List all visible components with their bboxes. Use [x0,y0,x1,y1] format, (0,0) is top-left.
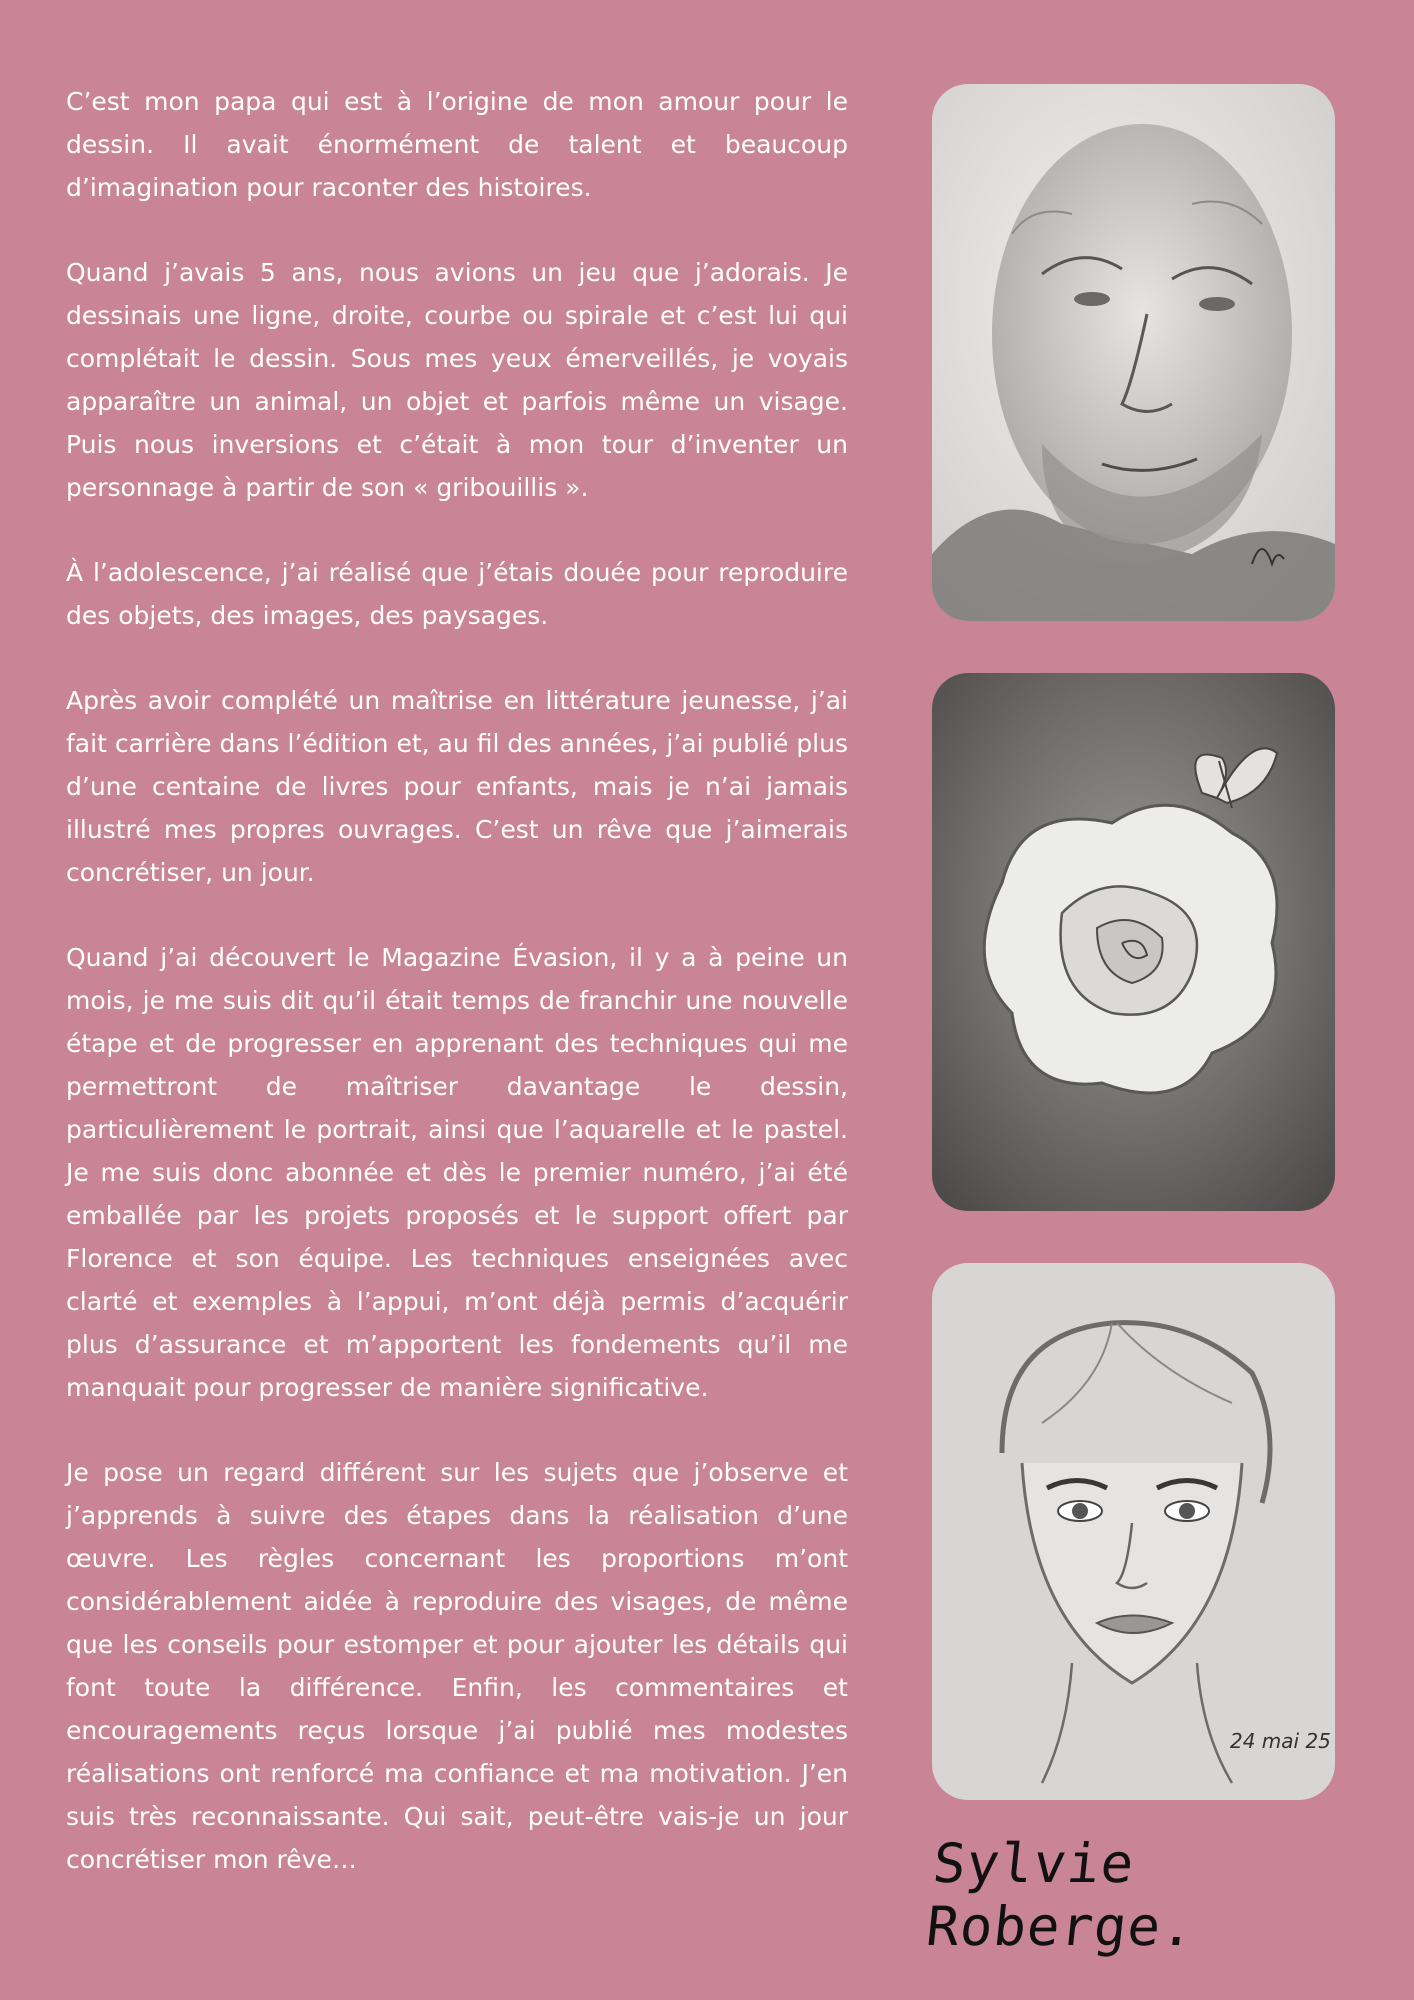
author-signature: Sylvie Roberge. [923,1832,1199,1958]
woman-sketch-image [932,1263,1335,1800]
paragraph-4: Après avoir complété un maîtrise en littérature jeunesse, j’ai fait carrière dans l’édition et, au fil des années, j’ai publié plus d’une centaine de livres pour enfants, mais je n’ai jamais illustré mes propres ouvrages. C’est un rêve que j’aimerais concrétiser, un jour. [66,686,848,887]
paragraph-6: Je pose un regard différent sur les sujets que j’observe et j’apprends à suivre des étapes dans la réalisation d’une œuvre. Les règles concernant les proportions m’ont considérablement aidée à reproduire des visages, de même que les conseils pour estomper et pour ajouter les détails qui font toute la différence. Enfin, les commentaires et encouragements reçus lorsque j’ai publié mes modestes réalisations ont renforcé ma confiance et ma motivation. J’en suis très reconnaissante. Qui sait, peut-être vais-je un jour concrétiser mon rêve… [66,1458,848,1874]
paragraph-5: Quand j’ai découvert le Magazine Évasion, il y a à peine un mois, je me suis dit qu’il était temps de franchir une nouvelle étape et de progresser en apprenant des techniques qui me permettront de maîtriser davantage le dessin, particulièrement le portrait, ainsi que l’aquarelle et le pastel. Je me suis donc abonnée et dès le premier numéro, j’ai été emballée par les projets proposés et le support offert par Florence et son équipe. Les techniques enseignées avec clarté et exemples à l’appui, m’ont déjà permis d’acquérir plus d’assurance et m’apportent les fondements qu’il me manquait pour progresser de manière significative. [66,943,848,1402]
article-body [66,80,848,1923]
father-sketch-image [932,84,1335,621]
drawing-portrait-father [932,84,1335,621]
paragraph-2: Quand j’avais 5 ans, nous avions un jeu que j’adorais. Je dessinais une ligne, droite, courbe ou spirale et c’est lui qui complétait le dessin. Sous mes yeux émerveillés, je voyais apparaître un animal, un objet et parfois même un visage. Puis nous inversions et c’était à mon tour d’inventer un personnage à partir de son « gribouillis ». [66,258,848,502]
rose-sketch-image [932,673,1335,1211]
paragraph-1: C’est mon papa qui est à l’origine de mon amour pour le dessin. Il avait énormément de talent et beaucoup d’imagination pour raconter des histoires. [66,87,848,202]
drawing-date: 24 mai 25 [1230,1729,1331,1753]
drawing-portrait-woman [932,1263,1335,1800]
paragraph-3: À l’adolescence, j’ai réalisé que j’étais douée pour reproduire des objets, des images, des paysages. [66,558,848,630]
drawing-rose-butterfly [932,673,1335,1211]
